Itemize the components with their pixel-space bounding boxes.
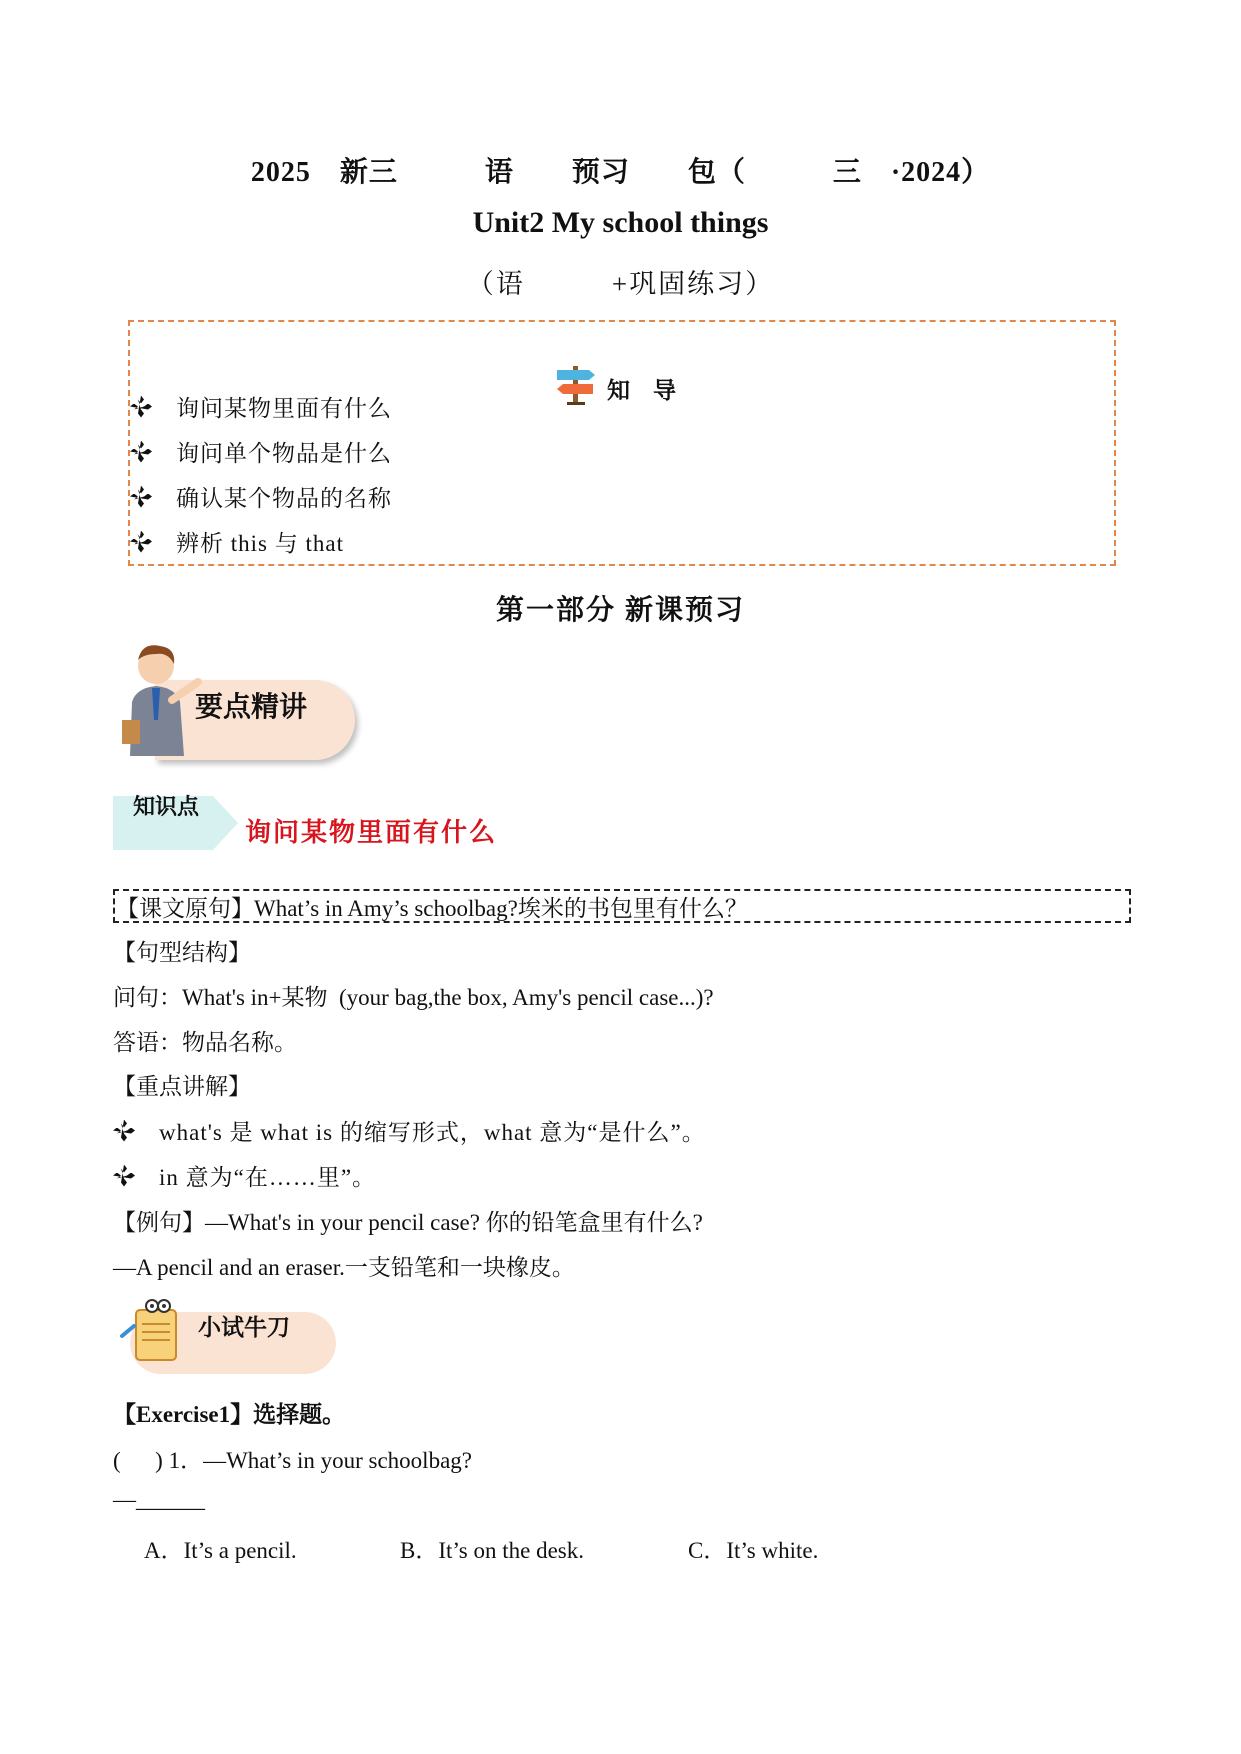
option-b: B．It’s on the desk. <box>400 1538 584 1563</box>
explain-item: what's 是 what is 的缩写形式，what 意为“是什么”。 <box>113 1114 706 1147</box>
option-a: A．It’s a pencil. <box>144 1538 297 1563</box>
question-pattern: 问句：What's in+某物 (your bag,the box, Amy's pencil case...)? <box>113 985 714 1010</box>
signpost-icon <box>530 338 599 438</box>
answer-pattern: 答语：物品名称。 <box>113 1030 297 1055</box>
exercise-title: 【Exercise1】选择题。 <box>113 1402 346 1427</box>
key-points-label: 要点精讲 <box>195 690 308 723</box>
learning-guide-label: 知 导 <box>607 377 676 403</box>
guide-item: 询问单个物品是什么 <box>130 435 392 468</box>
practice-label: 小试牛刀 <box>198 1315 290 1341</box>
document-title: 2025 新三 语 预习 包（ 三 ·2024） <box>250 157 991 188</box>
learning-guide-title <box>530 338 676 438</box>
example-sentence: 【例句】—What's in your pencil case? 你的铅笔盒里有什么? <box>113 1210 703 1235</box>
document-subtitle: （语 +巩固练习） <box>466 269 775 299</box>
unit-title: Unit2 My school things <box>472 206 769 239</box>
guide-item: 辨析 this 与 that <box>130 525 344 558</box>
option-c: C．It’s white. <box>688 1538 819 1563</box>
diamond-bullet-icon <box>130 486 152 508</box>
diamond-bullet-icon <box>113 1120 135 1142</box>
knowledge-point-label: 知识点 <box>133 795 200 820</box>
knowledge-point-title: 询问某物里面有什么 <box>245 818 498 847</box>
scroll-notepad-icon <box>118 1296 190 1373</box>
answer-blank: —______ <box>113 1487 205 1512</box>
diamond-bullet-icon <box>130 396 152 418</box>
example-answer: —A pencil and an eraser.一支铅笔和一块橡皮。 <box>113 1255 575 1280</box>
guide-item: 询问某物里面有什么 <box>130 390 392 423</box>
explain-heading: 【重点讲解】 <box>113 1074 251 1099</box>
part-title: 第一部分 新课预习 <box>495 595 745 626</box>
guide-item: 确认某个物品的名称 <box>130 480 392 513</box>
exercise-question: ( ) 1．—What’s in your schoolbag? <box>113 1448 472 1473</box>
source-sentence: 【课文原句】What’s in Amy’s schoolbag?埃米的书包里有什么？ <box>116 896 748 921</box>
diamond-bullet-icon <box>130 531 152 553</box>
diamond-bullet-icon <box>113 1165 135 1187</box>
explain-item: in 意为“在……里”。 <box>113 1159 376 1192</box>
structure-heading: 【句型结构】 <box>113 940 251 965</box>
diamond-bullet-icon <box>130 441 152 463</box>
